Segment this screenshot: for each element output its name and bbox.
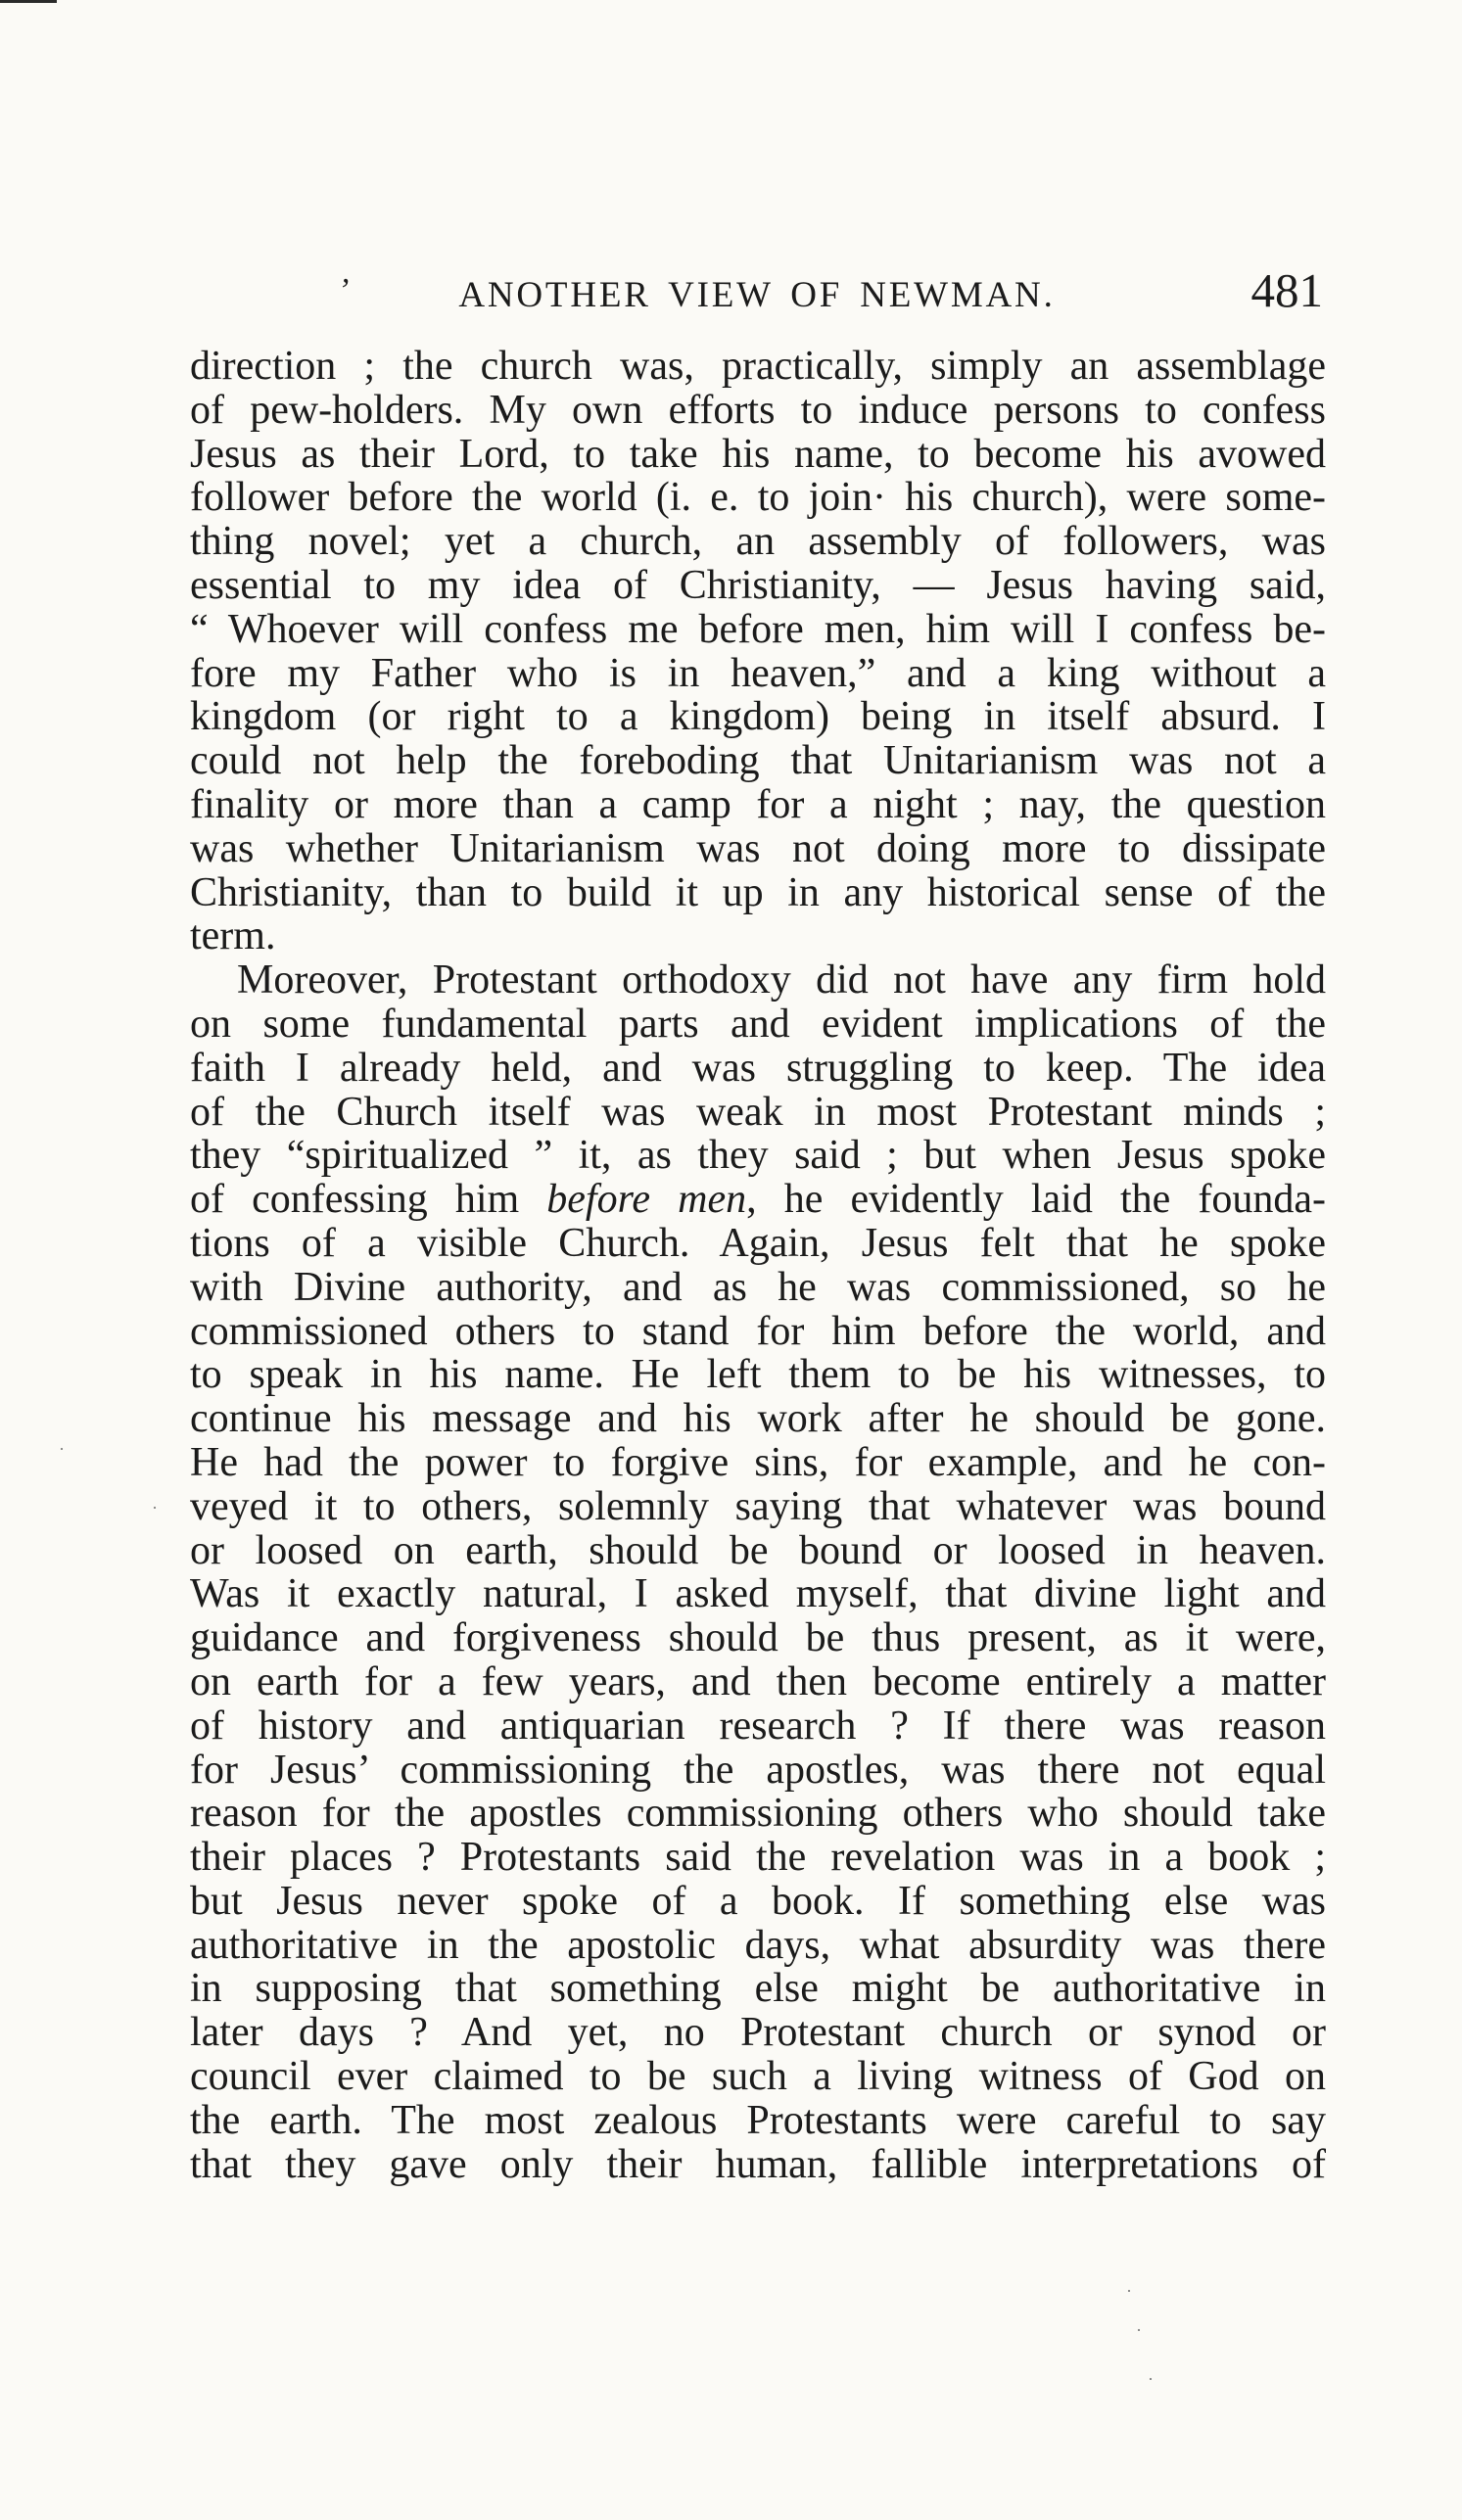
text-line: faith I already held, and was struggling to keep. The idea	[190, 1045, 1326, 1091]
page-header	[191, 262, 1323, 321]
text-line: Was it exactly natural, I asked myself, that divine light and	[190, 1571, 1326, 1617]
text-line: “ Whoever will confess me before men, him will I confess be-	[190, 606, 1326, 652]
running-title: ANOTHER VIEW OF NEWMAN.	[458, 275, 1056, 315]
text-line: to speak in his name. He left them to be his witnesses, to	[190, 1352, 1326, 1398]
text-line: their places ? Protestants said the revelation was in a book ;	[190, 1835, 1326, 1881]
margin-speck: ·	[1136, 2320, 1142, 2340]
text-line: continue his message and his work after he should be gone.	[190, 1396, 1326, 1442]
text-segment: , he evidently laid the founda-	[746, 1177, 1326, 1223]
text-line: reason for the apostles commissioning others who should take	[190, 1791, 1326, 1837]
text-line: fore my Father who is in heaven,” and a king without a	[190, 650, 1326, 696]
text-line: could not help the foreboding that Unitarianism was not a	[190, 738, 1326, 784]
page-corner-mark	[0, 0, 57, 3]
text-line: of history and antiquarian research ? If there was reason	[190, 1703, 1326, 1749]
text-segment: of confessing him	[190, 1177, 520, 1223]
page-number: 481	[1250, 263, 1323, 317]
text-line	[190, 1178, 1326, 1222]
text-line: Christianity, than to build it up in any historical sense of the	[190, 869, 1326, 915]
text-line: that they gave only their human, fallible interpretations of	[190, 2141, 1326, 2187]
text-line: kingdom (or right to a kingdom) being in itself absurd. I	[190, 694, 1326, 740]
paragraph-end-line: term.	[190, 913, 276, 959]
text-line: tions of a visible Church. Again, Jesus felt that he spoke	[190, 1220, 1326, 1266]
text-line: was whether Unitarianism was not doing more to dissipate	[190, 825, 1326, 871]
text-line: Jesus as their Lord, to take his name, to become his avowed	[190, 431, 1326, 477]
page-body	[190, 345, 1326, 2186]
text-line: follower before the world (i. e. to join· his church), were some-	[190, 475, 1326, 521]
text-line: on some fundamental parts and evident implications of the	[190, 1001, 1326, 1047]
text-line: for Jesus’ commissioning the apostles, was there not equal	[190, 1747, 1326, 1793]
margin-speck: ·	[59, 1439, 65, 1459]
text-line: of pew-holders. My own efforts to induce persons to confess	[190, 387, 1326, 433]
margin-speck: ·	[1148, 2369, 1154, 2389]
text-line: direction ; the church was, practically, simply an assemblage	[190, 344, 1326, 389]
text-line: finality or more than a camp for a night ; nay, the question	[190, 781, 1326, 827]
italic-phrase: before men	[546, 1177, 747, 1223]
text-line: the earth. The most zealous Protestants were careful to say	[190, 2097, 1326, 2143]
text-line: thing novel; yet a church, an assembly of followers, was	[190, 519, 1326, 565]
text-line: essential to my idea of Christianity, — Jesus having said,	[190, 562, 1326, 608]
text-line: guidance and forgiveness should be thus present, as it were,	[190, 1615, 1326, 1661]
text-line: or loosed on earth, should be bound or loosed in heaven.	[190, 1527, 1326, 1573]
margin-speck: ·	[152, 1498, 158, 1517]
text-line: council ever claimed to be such a living witness of God on	[190, 2054, 1326, 2100]
header-tick-mark: ’	[338, 272, 350, 308]
text-line: of the Church itself was weak in most Protestant minds ;	[190, 1089, 1326, 1135]
margin-speck: ·	[1126, 2281, 1132, 2301]
text-line: He had the power to forgive sins, for example, and he con-	[190, 1439, 1326, 1485]
text-line: with Divine authority, and as he was commissioned, so he	[190, 1264, 1326, 1310]
text-line: they “spiritualized ” it, as they said ; but when Jesus spoke	[190, 1133, 1326, 1179]
text-line: on earth for a few years, and then become entirely a matter	[190, 1658, 1326, 1704]
text-line: but Jesus never spoke of a book. If something else was	[190, 1878, 1326, 1924]
text-line: authoritative in the apostolic days, what absurdity was there	[190, 1922, 1326, 1968]
text-line: in supposing that something else might be authoritative in	[190, 1966, 1326, 2012]
text-line: later days ? And yet, no Protestant church or synod or	[190, 2010, 1326, 2056]
text-line: commissioned others to stand for him before the world, and	[190, 1308, 1326, 1354]
paragraph-start-line: Moreover, Protestant orthodoxy did not have any firm hold	[237, 957, 1326, 1003]
text-line: veyed it to others, solemnly saying that whatever was bound	[190, 1483, 1326, 1529]
